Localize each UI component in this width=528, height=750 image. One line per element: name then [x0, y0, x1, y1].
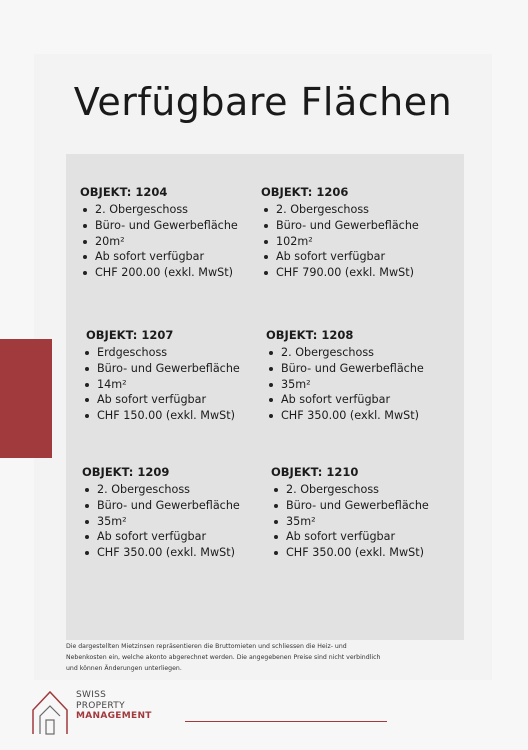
- detail-type: Büro- und Gewerbefläche: [82, 498, 272, 514]
- detail-type: Büro- und Gewerbefläche: [82, 361, 272, 377]
- object-title: OBJEKT: 1208: [266, 328, 354, 342]
- disclaimer-line: Nebenkosten ein, welche akonto abgerechnet werden. Die angegebenen Preise sind nicht verbindlich: [66, 654, 381, 661]
- object-title: OBJEKT: 1207: [86, 328, 174, 342]
- logo-line: MANAGEMENT: [76, 711, 152, 721]
- detail-floor: 2. Obergeschoss: [261, 202, 451, 218]
- detail-type: Büro- und Gewerbefläche: [271, 498, 461, 514]
- detail-availability: Ab sofort verfügbar: [261, 249, 451, 265]
- logo-wordmark: [76, 690, 152, 722]
- object-card: [261, 185, 451, 281]
- object-card: [82, 328, 272, 424]
- disclaimer-text: [66, 641, 466, 674]
- company-logo: [30, 686, 190, 738]
- detail-availability: Ab sofort verfügbar: [82, 529, 272, 545]
- object-title: OBJEKT: 1204: [80, 185, 168, 199]
- footer-divider: [185, 721, 387, 722]
- detail-price: CHF 200.00 (exkl. MwSt): [80, 265, 270, 281]
- detail-floor: Erdgeschoss: [82, 345, 272, 361]
- detail-price: CHF 350.00 (exkl. MwSt): [266, 408, 456, 424]
- detail-price: CHF 350.00 (exkl. MwSt): [82, 545, 272, 561]
- object-card: [271, 465, 461, 561]
- detail-availability: Ab sofort verfügbar: [266, 392, 456, 408]
- detail-floor: 2. Obergeschoss: [80, 202, 270, 218]
- detail-price: CHF 150.00 (exkl. MwSt): [82, 408, 272, 424]
- detail-floor: 2. Obergeschoss: [271, 482, 461, 498]
- object-card: [80, 185, 270, 281]
- object-card: [82, 465, 272, 561]
- detail-type: Büro- und Gewerbefläche: [80, 218, 270, 234]
- object-title: OBJEKT: 1209: [82, 465, 170, 479]
- accent-bar: [0, 339, 52, 458]
- detail-floor: 2. Obergeschoss: [266, 345, 456, 361]
- detail-area: 102m²: [261, 234, 451, 250]
- detail-area: 20m²: [80, 234, 270, 250]
- object-details: [271, 482, 461, 561]
- detail-price: CHF 790.00 (exkl. MwSt): [261, 265, 451, 281]
- object-title: OBJEKT: 1206: [261, 185, 349, 199]
- object-details: [82, 482, 272, 561]
- detail-type: Büro- und Gewerbefläche: [266, 361, 456, 377]
- object-title: OBJEKT: 1210: [271, 465, 359, 479]
- disclaimer-line: Die dargestellten Mietzinsen repräsentieren die Bruttomieten und schliessen die Heiz- und: [66, 643, 347, 650]
- object-card: [266, 328, 456, 424]
- house-logo-icon: [30, 686, 76, 736]
- detail-type: Büro- und Gewerbefläche: [261, 218, 451, 234]
- detail-availability: Ab sofort verfügbar: [80, 249, 270, 265]
- logo-line: SWISS: [76, 690, 107, 700]
- detail-floor: 2. Obergeschoss: [82, 482, 272, 498]
- detail-availability: Ab sofort verfügbar: [82, 392, 272, 408]
- detail-availability: Ab sofort verfügbar: [271, 529, 461, 545]
- logo-line: PROPERTY: [76, 700, 125, 711]
- page-title: Verfügbare Flächen: [73, 80, 453, 124]
- detail-area: 35m²: [271, 514, 461, 530]
- object-details: [261, 202, 451, 281]
- object-details: [80, 202, 270, 281]
- disclaimer-line: und können Änderungen unterliegen.: [66, 665, 182, 672]
- object-details: [266, 345, 456, 424]
- detail-area: 35m²: [82, 514, 272, 530]
- object-details: [82, 345, 272, 424]
- detail-price: CHF 350.00 (exkl. MwSt): [271, 545, 461, 561]
- detail-area: 35m²: [266, 377, 456, 393]
- detail-area: 14m²: [82, 377, 272, 393]
